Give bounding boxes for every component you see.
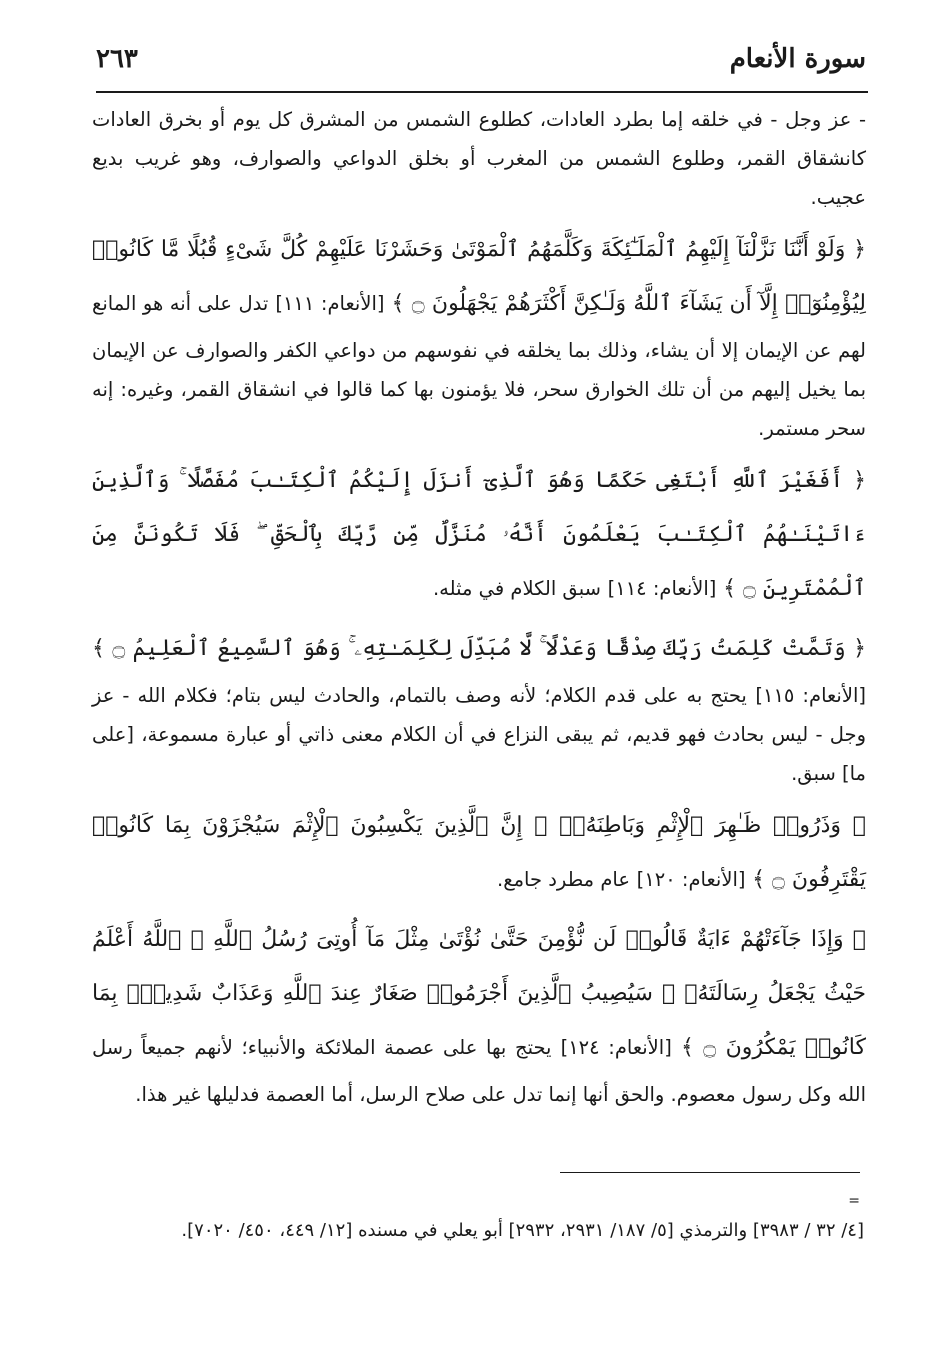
verse-paragraph-124	[92, 913, 866, 1114]
verse-reference: [الأنعام: ١١٤]	[607, 577, 717, 600]
verse-commentary: يحتج بها على عصمة الملائكة والأنبياء؛ لأنهم جميعاً رسل الله وكل رسول معصوم. والحق أنها إنما تدل على صلاح الرسل، أما العصمة فدليلها غير هذا.	[92, 1036, 866, 1106]
quran-verse: ﴿ أَفَغَيْرَ ٱللَّهِ أَبْتَغِى حَكَمًا وَهُوَ ٱلَّذِىٓ أَنزَلَ إِلَيْكُمُ ٱلْكِتَـٰبَ مُفَصَّلًا ۚ وَٱلَّذِينَ ءَاتَيْنَـٰهُمُ ٱلْكِتَـٰبَ يَعْلَمُونَ أَنَّهُۥ مُنَزَّلٌ مِّن رَّبِّكَ بِٱلْحَقِّ ۖ فَلَا تَكُونَنَّ مِنَ ٱلْمُمْتَرِينَ ۝ ﴾	[92, 468, 866, 601]
surah-title: سورة الأنعام	[729, 44, 866, 74]
footnote-divider	[560, 1172, 860, 1173]
commentary-text: - عز وجل - في خلقه إما بطرد العادات، كطلوع الشمس من المشرق كل يوم أو بخرق العادات كانشقاق القمر، وطلوع الشمس من المغرب أو بخلق الدواعي والصوارف، وهو غريب بديع عجيب.	[92, 108, 866, 209]
verse-reference: [الأنعام: ١٢٠]	[636, 868, 746, 891]
header-divider	[96, 91, 868, 93]
quran-verse: ﴿ وَتَمَّتْ كَلِمَتُ رَبِّكَ صِدْقًا وَعَدْلًا ۚ لَّا مُبَدِّلَ لِكَلِمَـٰتِهِۦ ۚ وَهُوَ ٱلسَّمِيعُ ٱلْعَلِيمُ ۝ ﴾	[92, 636, 866, 661]
verse-reference: [الأنعام: ١١٥]	[755, 684, 866, 707]
verse-commentary: يحتج به على قدم الكلام؛ لأنه وصف بالتمام، والحادث ليس بتام؛ فكلام الله - عز وجل - ليس بحادث فهو قديم، ثم يبقى النزاع في أن الكلام معنى ذاتي أو عبارة مسموعة، [على ما] سبق.	[92, 684, 866, 785]
verse-paragraph-115	[92, 622, 866, 793]
page-body	[92, 100, 866, 1120]
footnote: [٤/ ٣٢ / ٣٩٨٣] والترمذي [٥/ ١٨٧/ ٢٩٣١، ٢٩٣٢] أبو يعلي في مسنده [١٢/ ٤٤٩، ٤٥٠/ ٧٠٢٠].	[181, 1220, 864, 1241]
verse-commentary: تدل على أنه هو المانع لهم عن الإيمان إلا أن يشاء، وذلك بما يخلقه في نفوسهم من دواعي الكفر والصوارف عن الإيمان بما يخيل إليهم من أن تلك الخوارق سحر، فلا يؤمنون بها كما قالوا في انشقاق القمر، وغيره: إنه سحر مستمر.	[92, 292, 866, 440]
footnote-continuation-mark: =	[848, 1193, 860, 1209]
verse-paragraph-114	[92, 454, 866, 616]
verse-paragraph-120	[92, 799, 866, 907]
page-number: ٢٦٣	[96, 44, 138, 74]
commentary-paragraph	[92, 100, 866, 217]
verse-paragraph-111	[92, 223, 866, 448]
verse-commentary: سبق الكلام في مثله.	[432, 577, 601, 600]
page-header	[96, 36, 866, 88]
quran-verse: ﴿ وَلَوْ أَنَّنَا نَزَّلْنَآ إِلَيْهِمُ ٱلْمَلَـٰٓئِكَةَ وَكَلَّمَهُمُ ٱلْمَوْتَىٰ وَحَشَرْنَا عَلَيْهِمْ كُلَّ شَىْءٍ قُبُلًا مَّا كَانُوا۟ لِيُؤْمِنُوٓا۟ إِلَّآ أَن يَشَآءَ ٱللَّهُ وَلَـٰكِنَّ أَكْثَرَهُمْ يَجْهَلُونَ ۝ ﴾	[92, 237, 866, 316]
verse-commentary: عام مطرد جامع.	[497, 868, 630, 891]
verse-reference: [الأنعام: ١٢٤]	[560, 1036, 672, 1059]
quran-verse: ﴿ وَإِذَا جَآءَتْهُمْ ءَايَةٌ قَالُوا۟ لَن نُّؤْمِنَ حَتَّىٰ نُؤْتَىٰ مِثْلَ مَآ أُوتِىَ رُسُلُ ٱللَّهِ ۘ ٱللَّهُ أَعْلَمُ حَيْثُ يَجْعَلُ رِسَالَتَهُۥ ۗ سَيُصِيبُ ٱلَّذِينَ أَجْرَمُوا۟ صَغَارٌ عِندَ ٱللَّهِ وَعَذَابٌ شَدِيدٌۢ بِمَا كَانُوا۟ يَمْكُرُونَ ۝ ﴾	[92, 927, 866, 1060]
verse-reference: [الأنعام: ١١١]	[275, 292, 385, 315]
quran-verse: ﴿ وَذَرُوا۟ ظَـٰهِرَ ٱلْإِثْمِ وَبَاطِنَهُۥٓ ۚ إِنَّ ٱلَّذِينَ يَكْسِبُونَ ٱلْإِثْمَ سَيُجْزَوْنَ بِمَا كَانُوا۟ يَقْتَرِفُونَ ۝ ﴾	[92, 813, 866, 892]
